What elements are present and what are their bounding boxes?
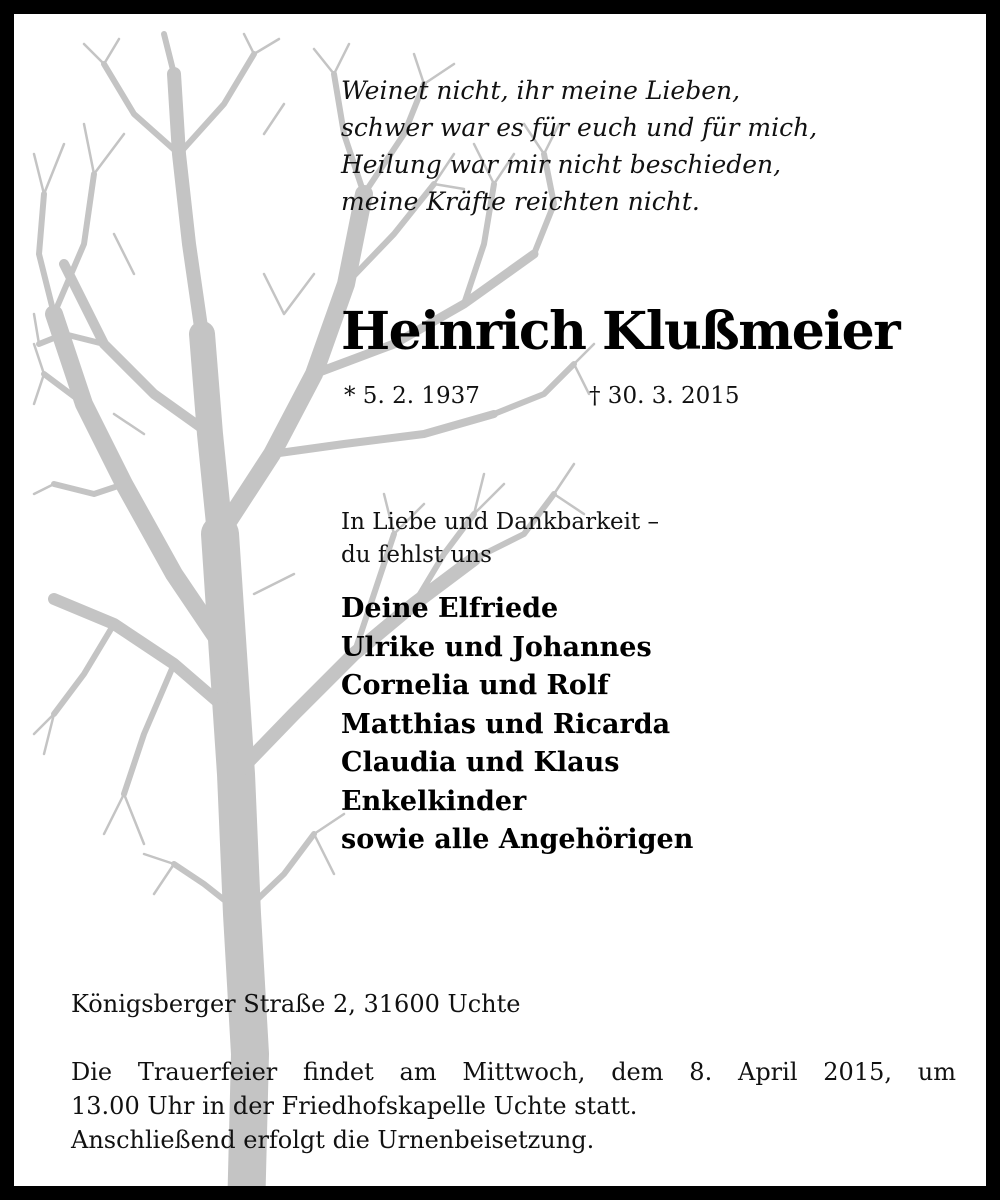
deceased-name: Heinrich Klußmeier bbox=[341, 301, 900, 362]
birth-date: * 5. 2. 1937 bbox=[344, 383, 480, 409]
mourners-list bbox=[341, 590, 961, 860]
mourner-item: Ulrike und Johannes bbox=[341, 631, 652, 663]
mourner-item: Enkelkinder bbox=[341, 785, 527, 817]
death-date: † 30. 3. 2015 bbox=[589, 383, 740, 409]
mourner-item: sowie alle Angehörigen bbox=[341, 824, 694, 855]
dedication-line: In Liebe und Dankbarkeit – bbox=[341, 509, 660, 535]
mourner-item: Matthias und Ricarda bbox=[341, 708, 671, 740]
service-line: Die Trauerfeier findet am Mittwoch, dem 8. April 2015, um bbox=[71, 1058, 956, 1086]
poem-line: Weinet nicht, ihr meine Lieben, bbox=[341, 76, 741, 105]
poem-line: schwer war es für euch und für mich, bbox=[341, 113, 818, 142]
mourner-item: Deine Elfriede bbox=[341, 593, 559, 624]
service-line: 13.00 Uhr in der Friedhofskapelle Uchte statt. bbox=[71, 1092, 638, 1120]
mourner-item: Cornelia und Rolf bbox=[341, 670, 609, 701]
service-line: Anschließend erfolgt die Urnenbeisetzung. bbox=[71, 1126, 595, 1154]
dedication bbox=[341, 506, 941, 572]
poem-line: meine Kräfte reichten nicht. bbox=[341, 187, 700, 216]
dedication-line: du fehlst uns bbox=[341, 542, 492, 568]
poem bbox=[341, 72, 941, 220]
funeral-service-info bbox=[71, 1055, 956, 1157]
poem-line: Heilung war mir nicht beschieden, bbox=[341, 150, 782, 179]
mourner-item: Claudia und Klaus bbox=[341, 747, 620, 778]
address: Königsberger Straße 2, 31600 Uchte bbox=[71, 990, 521, 1018]
